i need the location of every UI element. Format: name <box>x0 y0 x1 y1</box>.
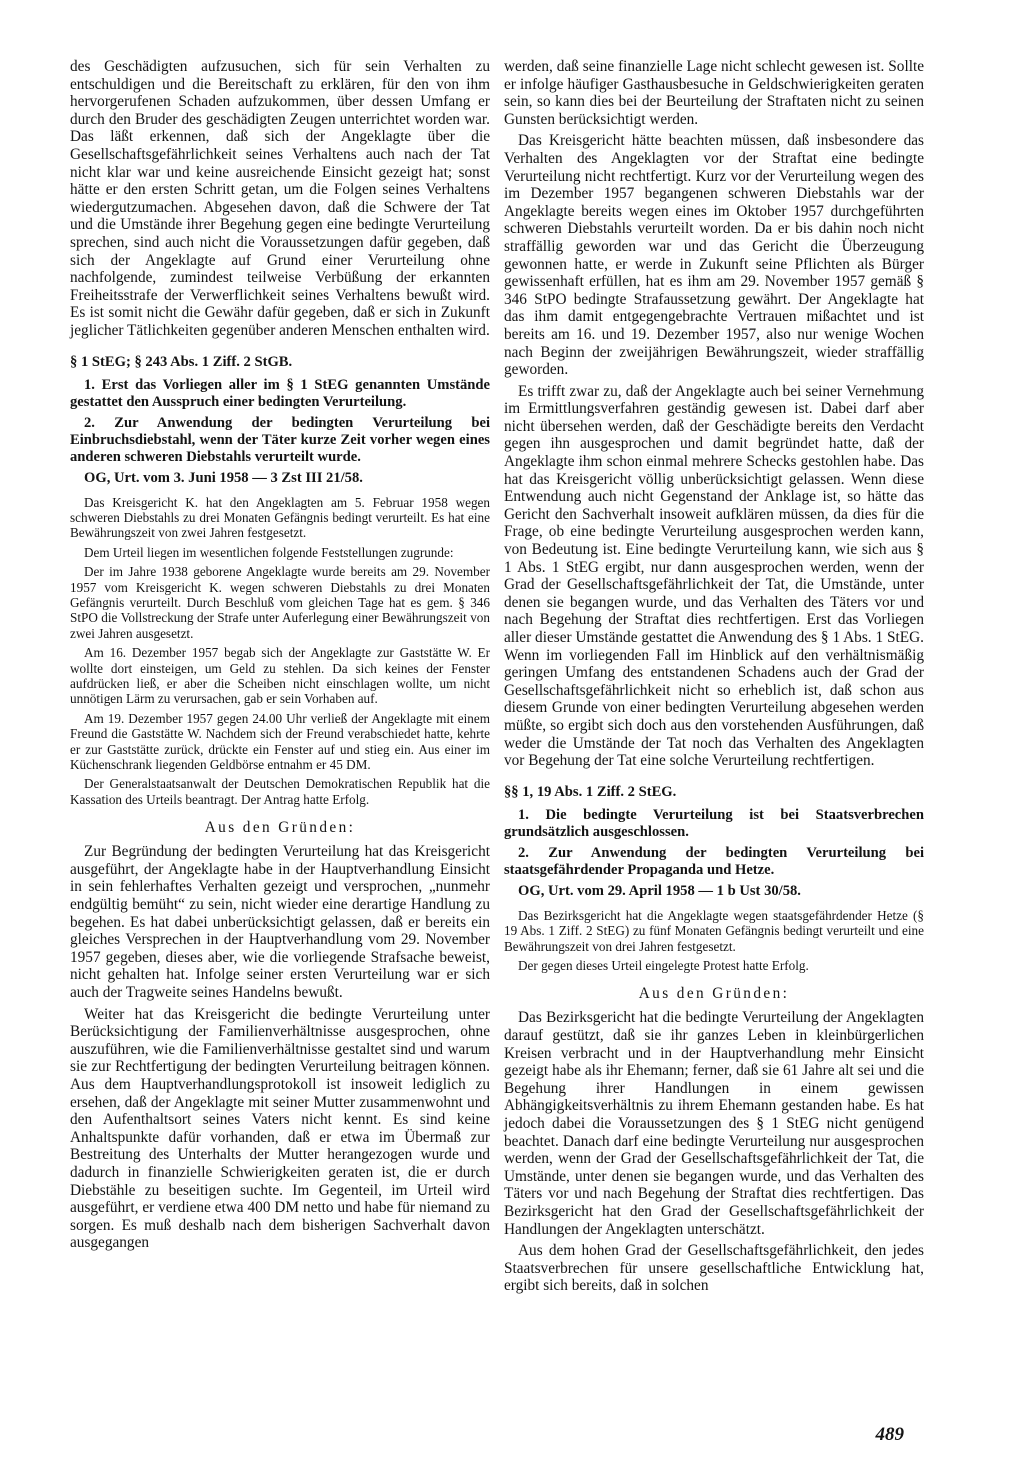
facts-paragraph: Am 19. Dezember 1957 gegen 24.00 Uhr verließ der Angeklagte mit einem Freund die Gaststätte W. Nachdem sich der Freund verabschiedet hatte, kehrte er zur Gaststätte zurück, drückte ein Fenster auf und stieg ein. Aus einer im Küchenschrank liegenden Geldbörse entnahm er 45 DM. <box>70 710 490 772</box>
facts-paragraph: Am 16. Dezember 1957 begab sich der Angeklagte zur Gaststätte W. Er wollte dort einsteigen, um Geld zu stehlen. Da sich keines der Fenster aufdrücken ließ, er aber die Scheiben nicht einschlagen wollte, um nicht unnötigen Lärm zu verursachen, gab er sein Vorhaben auf. <box>70 645 490 707</box>
facts-paragraph: Der Generalstaatsanwalt der Deutschen Demokratischen Republik hat die Kassation des Urteils beantragt. Der Antrag hatte Erfolg. <box>70 776 490 807</box>
paragraph: Zur Begründung der bedingten Verurteilung hat das Kreisgericht ausgeführt, der Angeklagte habe in der Hauptverhandlung Einsicht in sein fehlerhaftes Verhalten gezeigt und versprochen, „nunmehr endgültig bemüht“ zu sein, nicht wieder eine derartige Handlung zu begehen. Es hat dabei unberücksichtigt gelassen, daß er bereits ein gleiches Versprechen in der Hauptverhandlung vom 29. November 1957 gegeben, dieses aber, wie die vorliegende Strafsache beweist, nicht gehalten hat. Infolge seiner ersten Verurteilung war er sich auch der Tragweite seines Handelns bewußt. <box>70 843 490 1001</box>
facts-paragraph: Das Bezirksgericht hat die Angeklagte wegen staatsgefährdender Hetze (§ 19 Abs. 1 Ziff. 2 StEG) zu fünf Monaten Gefängnis bedingt verurteilt und eine Bewährungszeit von drei Jahren festgesetzt. <box>504 907 924 954</box>
court-citation: OG, Urt. vom 29. April 1958 — 1 b Ust 30/58. <box>518 882 801 899</box>
paragraph: Das Kreisgericht hätte beachten müssen, daß insbesondere das Verhalten des Angeklagten vor der Straftat eine bedingte Verurteilung nicht rechtfertigt. Kurz vor der Verurteilung wegen des im Dezember 1957 begangenen schweren Diebstahls war der Angeklagte bereits wegen eines im Oktober 1957 durchgeführten schweren Diebstahls verurteilt worden. Da er bis dahin noch nicht straffällig geworden war und das Gericht die Überzeugung gewonnen hatte, er werde in Zukunft seine Pflichten als Bürger gewissenhaft erfüllen, hat es ihm am 29. November 1957 gemäß § 346 StPO bedingte Strafaussetzung gewährt. Der Angeklagte hat das ihm damit entgegengebrachte Vertrauen mißachtet und ist bereits am 16. und 19. Dezember 1957, also nur wenige Wochen nach Beginn der zweijährigen Bewährungszeit, wieder straffällig geworden. <box>504 132 924 379</box>
reasons-heading: Aus den Gründen: <box>638 985 790 1003</box>
paragraph: Aus dem hohen Grad der Gesellschaftsgefährlichkeit, den jedes Staatsverbrechen für unsere gesellschaftliche Entwicklung hat, ergibt sich bereits, daß in solchen <box>504 1242 924 1295</box>
headnote: 1. Erst das Vorliegen aller im § 1 StEG genannten Umstände gestattet den Ausspruch einer bedingten Verurteilung. <box>70 376 490 410</box>
left-column <box>70 58 490 1256</box>
paragraph: des Geschädigten aufzusuchen, sich für sein Verhalten zu entschuldigen und die Bereitschaft zu erklären, für den von ihm hervorgerufenen Schaden aufzukommen, über dessen Umfang er durch den Bruder des geschädigten Zeugen unterrichtet worden war. Das läßt erkennen, daß sich der Angeklagte über die Gesellschaftsgefährlichkeit seines Verhaltens auch nach der Tat nicht klar war und keine ausreichende Einsicht gezeigt hat; sonst hätte er den ersten Schritt getan, um die Folgen seines Verhaltens wiedergutzumachen. Abgesehen davon, daß die Schwere der Tat und die Umstände ihrer Begehung gegen eine bedingte Verurteilung sprechen, sind auch nicht die Voraussetzungen dafür gegeben, daß sich der Angeklagte auf Grund einer Verurteilung ohne nachfolgende, zumindest teilweise Verbüßung der erkannten Freiheitsstrafe der Verwerflichkeit seines Verhaltens bewußt wird. Es ist somit nicht die Gewähr dafür gegeben, daß er sich in Zukunft jeglicher Tätlichkeiten gegenüber anderen Menschen enthalten wird. <box>70 58 490 339</box>
paragraph: Es trifft zwar zu, daß der Angeklagte auch bei seiner Vernehmung im Ermittlungsverfahren geständig gewesen ist. Dabei darf aber nicht übersehen werden, daß der Geschädigte bereits den Verdacht gegen ihn ausgesprochen und damit begründet hatte, daß der Angeklagte ihm schon einmal mehrere Schecks gestohlen habe. Das hat das Kreisgericht völlig unberücksichtigt gelassen. Wenn diese Entwendung auch nicht Gegenstand der Anklage ist, so hätte das Gericht den Sachverhalt insoweit aufklären müssen, da dies für die Frage, ob eine bedingte Verurteilung ausgesprochen werden kann, von Bedeutung ist. Eine bedingte Verurteilung kann, wie sich aus § 1 Abs. 1 StEG ergibt, nur dann ausgesprochen werden, wenn der Grad der Gesellschaftsgefährlichkeit der Tat, die Umstände, unter denen sie begangen wurde, und das Verhalten des Täters vor und nach Begehung der Straftat dies rechtfertigen. Erst das Vorliegen aller dieser Umstände gestattet die Anwendung des § 1 Abs. 1 StEG. Wenn im vorliegenden Fall im Hinblick auf den verhältnismäßig geringen Umfang des entstandenen Schadens auch der Grad der Gesellschaftsgefährlichkeit nicht so erheblich ist, daß schon aus diesem Grunde von einer bedingten Verurteilung abgesehen werden müßte, so ergibt sich doch aus den vorstehenden Ausführungen, daß weder die Umstände der Tat noch das Verhalten des Angeklagten vor Begehung der Tat eine solche Verurteilung rechtfertigen. <box>504 382 924 770</box>
facts-paragraph: Der gegen dieses Urteil eingelegte Protest hatte Erfolg. <box>518 957 809 973</box>
section-heading: § 1 StEG; § 243 Abs. 1 Ziff. 2 StGB. <box>70 353 293 370</box>
facts-block <box>504 908 924 974</box>
headnote: 2. Zur Anwendung der bedingten Verurteilung bei staatsgefährdender Propaganda und Hetze. <box>504 844 924 878</box>
section-heading: §§ 1, 19 Abs. 1 Ziff. 2 StEG. <box>504 783 677 800</box>
page-number: 489 <box>875 1424 904 1445</box>
facts-paragraph: Das Kreisgericht K. hat den Angeklagten am 5. Februar 1958 wegen schweren Diebstahls zu drei Monaten Gefängnis bedingt verurteilt. Es hat eine Bewährungszeit von zwei Jahren festgesetzt. <box>70 494 490 541</box>
right-column <box>504 58 924 1299</box>
paragraph: Weiter hat das Kreisgericht die bedingte Verurteilung unter Berücksichtigung der Familienverhältnisse ausgesprochen, ohne auszuführen, wie die Familienverhältnisse gestaltet sind und warum sie zur Rechtfertigung der bedingten Verurteilung beitragen können. Aus dem Hauptverhandlungsprotokoll ist insoweit lediglich zu ersehen, daß der Angeklagte mit seiner Mutter zusammenwohnt und den Aufenthaltsort seines Vaters nicht kennt. Es sind keine Anhaltspunkte dafür vorhanden, daß er etwa im Übermaß zur Bestreitung des Unterhalts der Mutter herangezogen wurde und dadurch in finanzielle Schwierigkeiten geraten ist, die er durch Diebstähle zu beseitigen suchte. Im Gegenteil, im Urteil wird ausgeführt, er verdiene etwa 400 DM netto und habe für niemand zu sorgen. Es muß deshalb nach dem bisherigen Sachverhalt davon ausgegangen <box>70 1005 490 1252</box>
reasons-heading: Aus den Gründen: <box>204 819 356 837</box>
court-citation: OG, Urt. vom 3. Juni 1958 — 3 Zst III 21/58. <box>84 469 363 486</box>
facts-paragraph: Dem Urteil liegen im wesentlichen folgende Feststellungen zugrunde: <box>84 544 454 560</box>
paragraph: Das Bezirksgericht hat die bedingte Verurteilung der Angeklagten darauf gestützt, daß sie ihr ganzes Leben in kleinbürgerlichen Kreisen verbracht und in der Hauptverhandlung mehr Einsicht gezeigt habe als ihr Ehemann; ferner, daß sie 61 Jahre alt sei und die Begehung ihrer Handlungen in einem gewissen Abhängigkeitsverhältnis zu ihrem Ehemann gestanden habe. Es hat jedoch dabei die Voraussetzungen des § 1 StEG nicht genügend beachtet. Danach darf eine bedingte Verurteilung nur ausgesprochen werden, wenn der Grad der Gesellschaftsgefährlichkeit der Tat, die Umstände, unter denen sie begangen wurde, und das Verhalten des Täters vor und nach Begehung der Straftat dies rechtfertigen. Das Bezirksgericht hat den Grad der Gesellschaftsgefährlichkeit der Handlungen der Angeklagten unterschätzt. <box>504 1009 924 1238</box>
facts-block <box>70 495 490 808</box>
headnote: 1. Die bedingte Verurteilung ist bei Staatsverbrechen grundsätzlich ausgeschlossen. <box>504 806 924 840</box>
paragraph: werden, daß seine finanzielle Lage nicht schlecht gewesen ist. Sollte er infolge häufiger Gasthausbesuche in Geldschwierigkeiten geraten sein, so kann dies bei der Beurteilung der Straftaten nicht zu seinen Gunsten berücksichtigt werden. <box>504 58 924 128</box>
headnote: 2. Zur Anwendung der bedingten Verurteilung bei Einbruchsdiebstahl, wenn der Täter kurze Zeit vorher wegen eines anderen schweren Diebstahls verurteilt wurde. <box>70 414 490 465</box>
facts-paragraph: Der im Jahre 1938 geborene Angeklagte wurde bereits am 29. November 1957 vom Kreisgericht K. wegen schweren Diebstahls zu drei Monaten Gefängnis verurteilt. Durch Beschluß vom gleichen Tage hat es gem. § 346 StPO die Vollstreckung der Strafe unter Auferlegung einer Bewährungszeit von zwei Jahren ausgesetzt. <box>70 564 490 641</box>
